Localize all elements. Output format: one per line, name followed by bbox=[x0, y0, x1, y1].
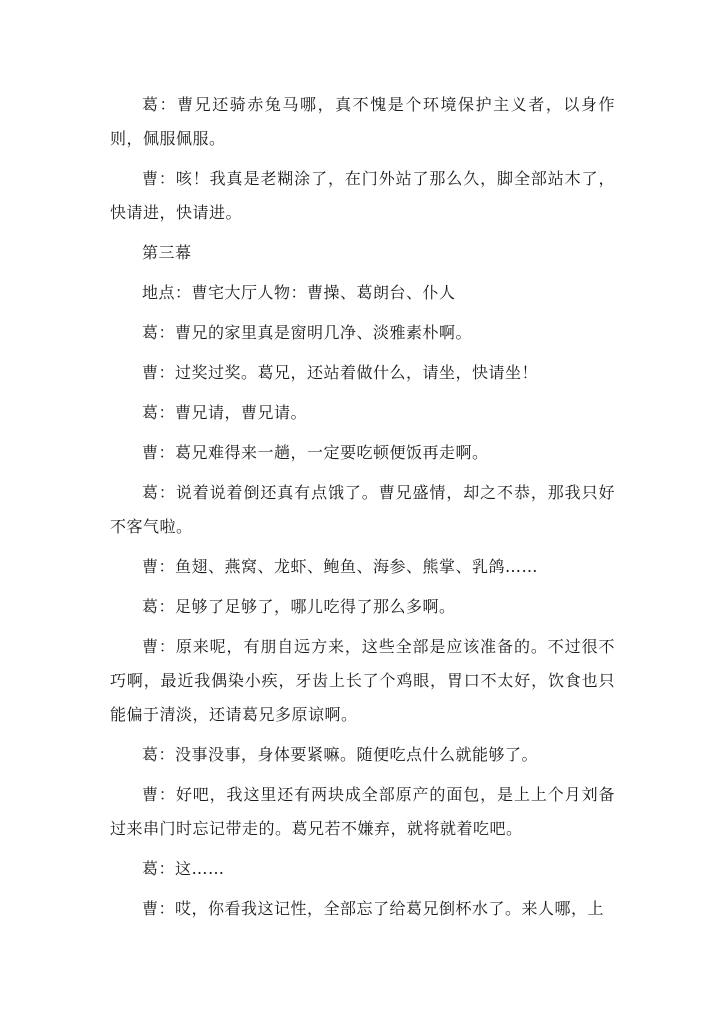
paragraph-cao-3: 曹：葛兄难得来一趟，一定要吃顿便饭再走啊。 bbox=[142, 443, 489, 462]
paragraph-cao-6: 曹：好吧，我这里还有两块成全部原产的面包，是上上个月刘备过来串门时忘记带走的。葛兄若不嫌弃，就将就着吃吧。 bbox=[110, 785, 615, 838]
scene-setting: 地点：曹宅大厅人物：曹操、葛朗台、仆人 bbox=[142, 283, 456, 302]
paragraph-cao-5: 曹：原来呢，有朋自远方来，这些全部是应该准备的。不过很不巧啊，最近我偶染小疾，牙齿上长了个鸡眼，胃口不太好，饮食也只能偏于清淡，还请葛兄多原谅啊。 bbox=[110, 637, 615, 724]
scene-heading: 第三幕 bbox=[142, 243, 192, 262]
paragraph-cao-7: 曹：哎，你看我这记性，全部忘了给葛兄倒杯水了。来人哪，上 bbox=[142, 899, 605, 918]
paragraph-cao-1: 曹：咳！我真是老糊涂了，在门外站了那么久，脚全部站木了，快请进，快请进。 bbox=[110, 169, 615, 222]
paragraph-cao-2: 曹：过奖过奖。葛兄，还站着做什么，请坐，快请坐！ bbox=[142, 363, 539, 382]
paragraph-ge-2: 葛：曹兄的家里真是窗明几净、淡雅素朴啊。 bbox=[142, 323, 473, 342]
paragraph-ge-7: 葛：这…… bbox=[142, 859, 225, 878]
paragraph-ge-6: 葛：没事没事，身体要紧嘛。随便吃点什么就能够了。 bbox=[142, 745, 539, 764]
paragraph-ge-5: 葛：足够了足够了，哪儿吃得了那么多啊。 bbox=[142, 597, 456, 616]
paragraph-cao-4: 曹：鱼翅、燕窝、龙虾、鲍鱼、海参、熊掌、乳鸽…… bbox=[142, 557, 539, 576]
paragraph-ge-3: 葛：曹兄请，曹兄请。 bbox=[142, 403, 308, 422]
document-body bbox=[110, 88, 615, 932]
paragraph-ge-4: 葛：说着说着倒还真有点饿了。曹兄盛情，却之不恭，那我只好不客气啦。 bbox=[110, 483, 615, 536]
paragraph-ge-1: 葛：曹兄还骑赤兔马哪，真不愧是个环境保护主义者，以身作则，佩服佩服。 bbox=[110, 95, 615, 148]
